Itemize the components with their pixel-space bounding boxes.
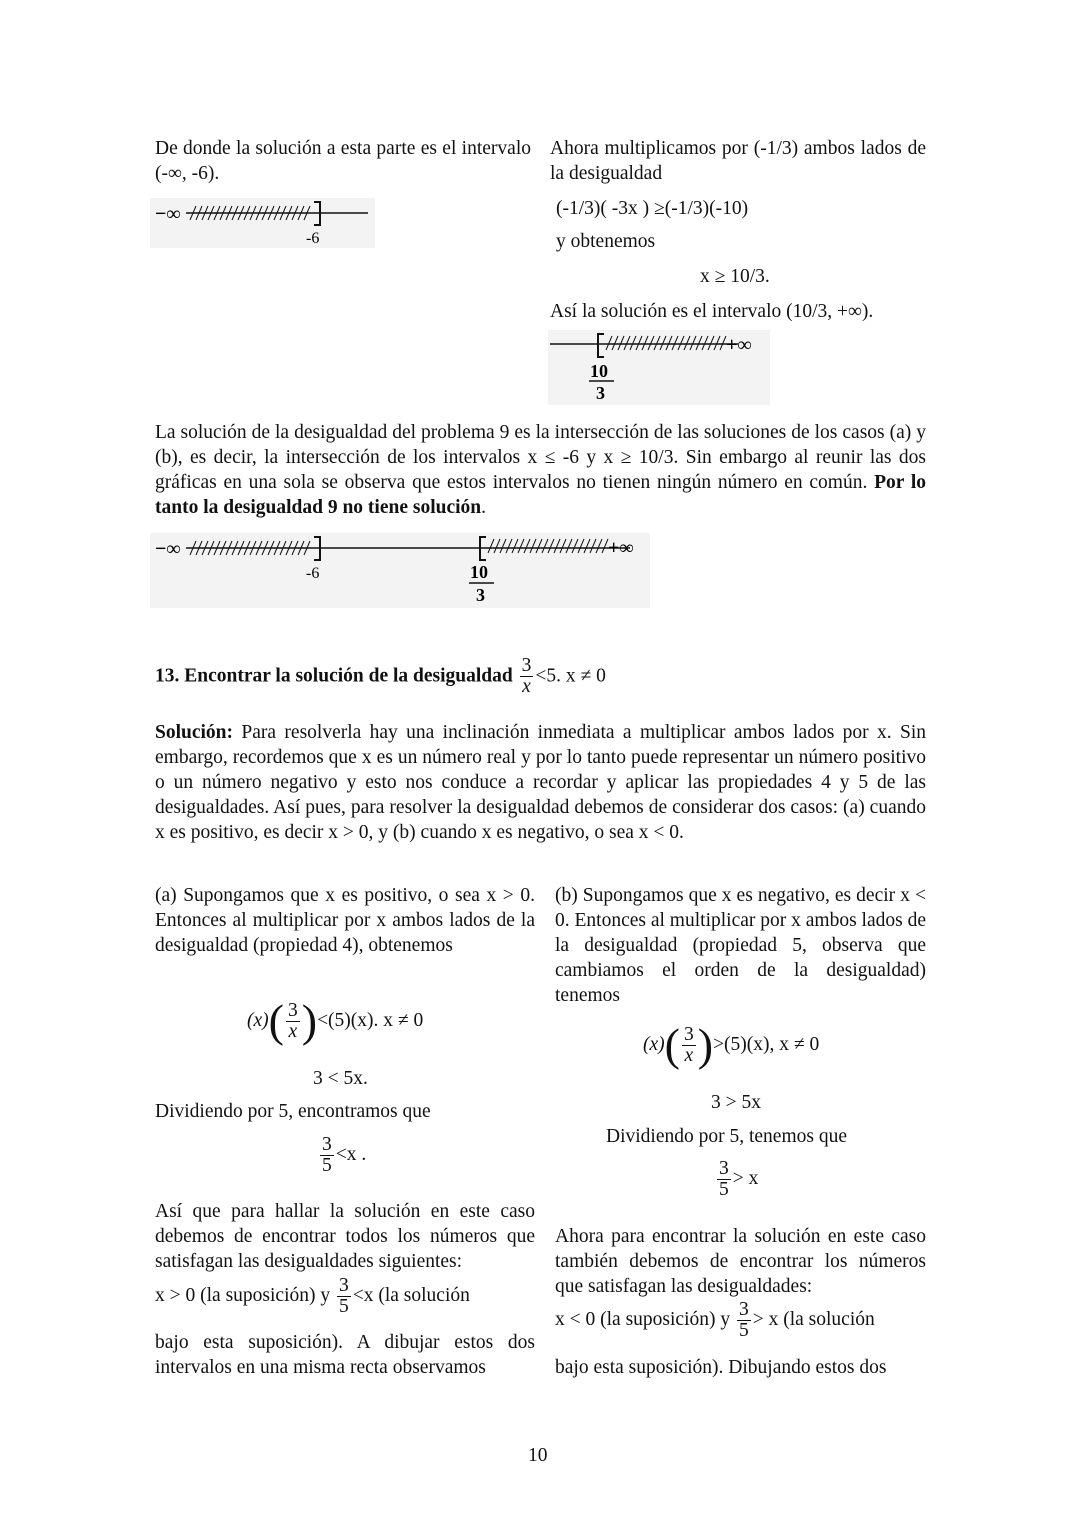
case-b-paragraph-2: bajo esta suposición). Dibujando estos dos <box>555 1357 887 1378</box>
solution-text: Para resolverla hay una inclinación inmediata a multiplicar ambos lados por x. Sin embargo, recordemos que x es un número real y por lo tanto puede representar un número positivo o un número negativo y esto nos conduce a recordar y aplicar las propiedades 4 y 5 de las desigualdades. Así pues, para resolver la desigualdad debemos de considerar dos casos: (a) cuando x es positivo, es decir x > 0, y (b) cuando x es negativo, o sea x < 0. <box>155 722 927 843</box>
frac-den: 5 <box>719 1178 729 1200</box>
frac-den: 5 <box>322 1154 332 1176</box>
page-number: 10 <box>528 1445 548 1466</box>
frac-den: 5 <box>738 1319 749 1341</box>
three-label: 3 <box>596 383 605 403</box>
intersection-bold: Por lo tanto la desigualdad 9 no tiene solución <box>155 472 926 518</box>
line-a-suffix: <x (la solución <box>352 1285 470 1306</box>
frac-num: 3 <box>521 655 532 676</box>
frac-den: 5 <box>338 1295 349 1317</box>
minus-six-label: -6 <box>306 230 320 247</box>
case-b-equation-1 <box>643 1019 820 1070</box>
three-label: 3 <box>476 585 485 605</box>
fraction-3-over-x <box>286 1001 300 1041</box>
eq-suffix: <(5)(x). x ≠ 0 <box>317 1010 424 1031</box>
fraction-3-over-x <box>682 1025 696 1065</box>
case-a-dividing: Dividiendo por 5, encontramos que <box>155 1101 431 1122</box>
frac-num: 3 <box>287 1000 298 1021</box>
fraction-3-over-5 <box>717 1159 731 1199</box>
frac-num: 3 <box>322 1134 332 1155</box>
line-b: x < 0 (la suposición) y <box>555 1309 731 1330</box>
y-obtenemos: y obtenemos <box>556 231 656 252</box>
case-a-equation-2: 3 < 5x. <box>313 1068 368 1089</box>
left-paren: ( <box>664 1019 680 1070</box>
right-paren: ) <box>697 1019 714 1070</box>
solution-b-text: Así la solución es el intervalo (10/3, +∞). <box>550 301 874 322</box>
frac-den: x <box>522 675 531 697</box>
line-b-suffix: > x (la solución <box>752 1309 875 1330</box>
frac-den: x <box>684 1044 694 1066</box>
right-paren: ) <box>301 995 318 1046</box>
plus-infinity-label: +∞ <box>608 537 634 559</box>
case-b-dividing: Dividiendo por 5, tenemos que <box>606 1126 847 1147</box>
ten-label: 10 <box>590 361 608 381</box>
case-a-intro: (a) Supongamos que x es positivo, o sea x > 0. Entonces al multiplicar por x ambos lados de la desigualdad (propiedad 4), obtenemos <box>155 885 535 956</box>
fraction-3-over-5 <box>320 1135 334 1175</box>
case-a-equation-3 <box>318 1135 366 1175</box>
frac-num: 3 <box>738 1299 749 1320</box>
minus-infinity-label: −∞ <box>155 538 181 560</box>
case-b-paragraph-1: Ahora para encontrar la solución en este caso también debemos de encontrar los números que satisfagan las desigualdades: <box>555 1226 926 1297</box>
plus-infinity-label: +∞ <box>726 334 752 356</box>
eq-prefix: (x) <box>643 1034 665 1055</box>
problem-13-heading <box>155 656 606 696</box>
result-x-geq: x ≥ 10/3. <box>700 266 770 287</box>
eq3-suffix: > x <box>732 1168 759 1189</box>
eq3-suffix: <x . <box>335 1144 367 1165</box>
number-line-right <box>548 330 770 405</box>
line-a: x > 0 (la suposición) y <box>155 1285 331 1306</box>
minus-infinity-label: −∞ <box>155 203 181 225</box>
case-b-equation-3 <box>715 1159 758 1199</box>
eq-suffix: >(5)(x), x ≠ 0 <box>713 1034 820 1055</box>
problem-13-after: <5. x ≠ 0 <box>535 665 606 687</box>
frac-num: 3 <box>719 1158 729 1179</box>
case-b-condition-line <box>555 1300 875 1340</box>
fraction-3-over-5 <box>337 1276 351 1316</box>
number-line-left <box>150 198 375 248</box>
number-line-combined <box>150 533 650 608</box>
fraction-3-over-x <box>520 656 534 696</box>
case-b-intro: (b) Supongamos que x es negativo, es decir x < 0. Entonces al multiplicar por x ambos lados de la desigualdad (propiedad 5, observa que cambiamos el orden de la desigualdad) tenemos <box>555 885 926 1006</box>
equation-multiply: (-1/3)( -3x ) ≥(-1/3)(-10) <box>556 198 749 219</box>
solution-paragraph <box>155 720 926 845</box>
frac-den: x <box>288 1020 298 1042</box>
case-a-paragraph-2: bajo esta suposición). A dibujar estos dos intervalos en una misma recta observamos <box>155 1332 535 1378</box>
left-paren: ( <box>268 995 284 1046</box>
minus-six-label: -6 <box>306 565 320 582</box>
intersection-paragraph: La solución de la desigualdad del problema 9 es la intersección de las soluciones de los casos (a) y (b), es decir, la intersección de los intervalos x ≤ -6 y x ≥ 10/3. Sin embargo al reunir las dos gráficas en una sola se observa que estos intervalos no tienen ningún número en común. Por lo tanto la desigualdad 9 no tiene solución. <box>155 422 926 518</box>
ten-label: 10 <box>470 562 488 582</box>
frac-num: 3 <box>338 1275 349 1296</box>
right-top-paragraph: Ahora multiplicamos por (-1/3) ambos lados de la desigualdad <box>550 138 926 184</box>
case-a-paragraph-1: Así que para hallar la solución en este caso debemos de encontrar todos los números que satisfagan las desigualdades siguientes: <box>155 1201 535 1272</box>
case-a-equation-1 <box>247 995 424 1046</box>
case-b-equation-2: 3 > 5x <box>711 1092 761 1113</box>
left-top-paragraph: De donde la solución a esta parte es el intervalo (-∞, -6). <box>155 138 531 184</box>
intersection-text: La solución de la desigualdad del problema 9 es la intersección de las soluciones de los casos (a) y (b), es decir, la intersección de los intervalos x ≤ -6 y x ≥ 10/3. Sin embargo al reunir las dos gráficas en una sola se observa que estos intervalos no tienen ningún número en común. <box>155 422 926 493</box>
frac-num: 3 <box>683 1024 694 1045</box>
fraction-3-over-5 <box>737 1300 751 1340</box>
eq-prefix: (x) <box>247 1010 269 1031</box>
solution-label: Solución: <box>155 722 234 743</box>
case-a-condition-line <box>155 1276 470 1316</box>
problem-13-title: 13. Encontrar la solución de la desigualdad <box>155 665 513 687</box>
